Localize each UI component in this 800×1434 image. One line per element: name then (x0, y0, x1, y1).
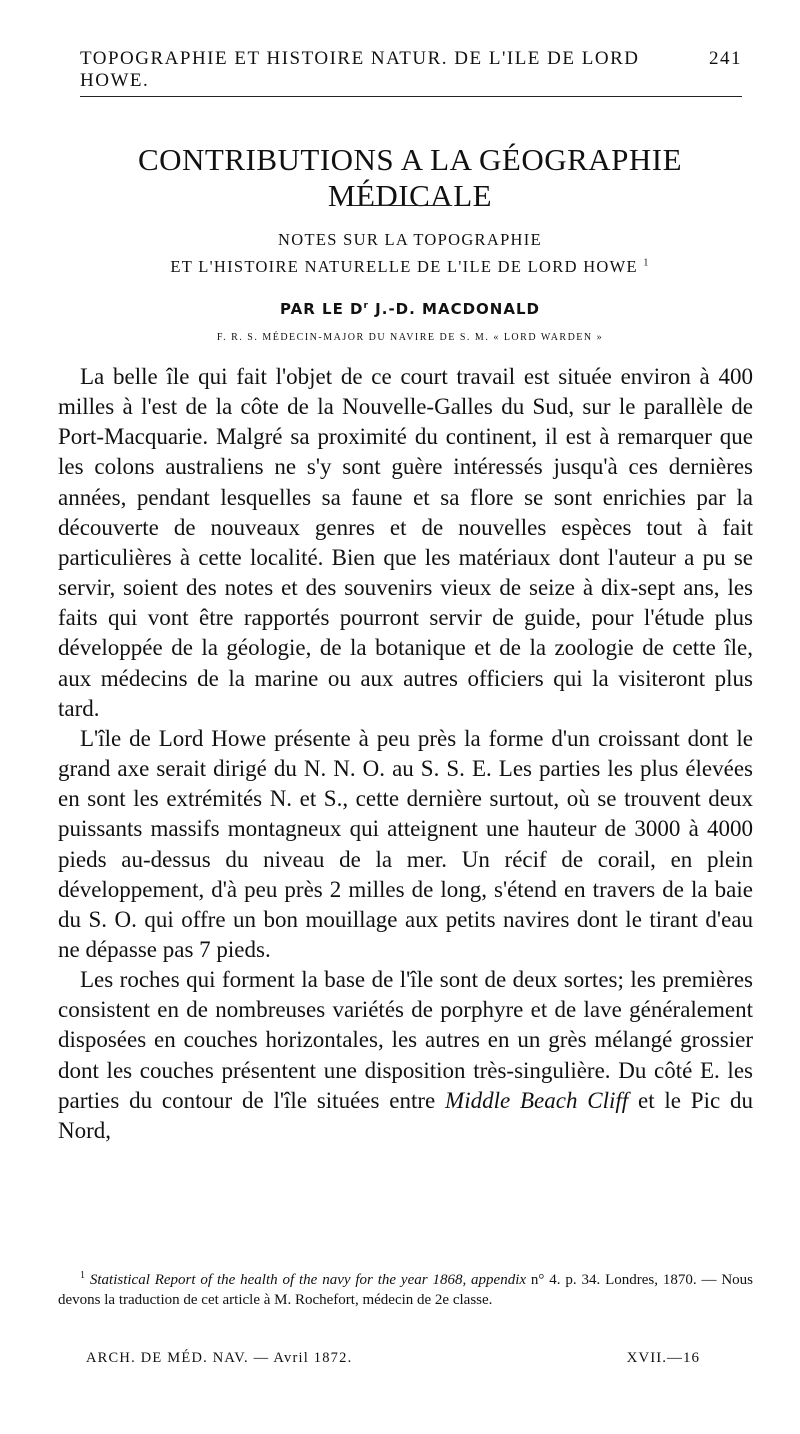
footnote-number: 1 (80, 1270, 85, 1281)
paragraph-3 (58, 965, 753, 1146)
page-footer (86, 1350, 700, 1367)
subtitle-line-1: NOTES SUR LA TOPOGRAPHIE (278, 230, 542, 249)
paragraph-2: L'île de Lord Howe présente à peu près la forme d'un croissant dont le grand axe serait dirigé du N. N. O. au S. S. E. Les parties les plus élevées en sont les extrémités N. et S., cette dernière surtout, où se trouvent deux puissants massifs montagneux qui atteignent une hauteur de 3000 à 4000 pieds au-dessus du niveau de la mer. Un récif de corail, en plein développement, d'à peu près 2 milles de long, s'étend en travers de la baie du S. O. qui offre un bon mouillage aux petits navires dont le tirant d'eau ne dépasse pas 7 pieds. (58, 725, 753, 962)
paragraph-3-start: Les roches qui forment la base de l'île sont de deux sortes; les premières consistent en de nombreuses variétés de porphyre et de lave généralement disposées en couches horizontales, les autres en un grès mélangé grossier dont les couches présentent une disposition très-singulière. Du côté E. les parties du contour de l'île situées entre (58, 967, 753, 1113)
page-number: 241 (709, 48, 742, 69)
paragraph-3-end: et le Pic du Nord, (58, 1087, 753, 1143)
journal-reference: ARCH. DE MÉD. NAV. — Avril 1872. (86, 1350, 353, 1366)
place-name-italic: Middle Beach Cliff (445, 1087, 629, 1113)
subtitle-line-2 (60, 257, 760, 277)
author-prefix: PAR LE D (280, 300, 364, 318)
footnote-text: n° 4. p. 34. Londres, 1870. — Nous devons la traduction de cet article à M. Rochefort, médecin de 2e classe. (58, 1272, 754, 1308)
article-body (58, 362, 753, 1146)
header-rule (80, 96, 742, 97)
footnote (58, 1266, 753, 1310)
author-name: J.-D. MACDONALD (368, 300, 540, 318)
footnote-citation-title: Statistical Report of the health of the navy for the year 1868, appendix (89, 1272, 527, 1288)
running-head-title: TOPOGRAPHIE ET HISTOIRE NATUR. DE L'ILE DE LORD HOWE. (80, 48, 640, 91)
title-divider (352, 205, 452, 206)
article-title: CONTRIBUTIONS A LA GÉOGRAPHIE MÉDICALE (137, 142, 683, 213)
author-line (60, 300, 760, 318)
paragraph-1: La belle île qui fait l'objet de ce court travail est située environ à 400 milles à l'est de la côte de la Nouvelle-Galles du Sud, sur le parallèle de Port-Macquarie. Malgré sa proximité du continent, il est à remarquer que les colons australiens ne s'y sont guère intéressés jusqu'à ces dernières années, pendant lesquelles sa faune et sa flore se sont enrichies par la découverte de nouveaux genres et de nouvelles espèces tout à fait particulières à cette localité. Bien que les matériaux dont l'auteur a pu se servir, soient des notes et des souvenirs vieux de seize à dix-sept ans, les faits qui vont être rapportés pourront servir de guide, pour l'étude plus développée de la géologie, de la botanique et de la zoologie de cette île, aux médecins de la marine ou aux autres officiers qui la visiteront plus tard. (58, 364, 753, 721)
footnote-marker: 1 (643, 257, 650, 269)
subtitle-line-2-text: ET L'HISTOIRE NATURELLE DE L'ILE DE LORD HOWE (170, 257, 638, 276)
author-title-sup: r (363, 301, 369, 311)
author-affiliation: F. R. S. MÉDECIN-MAJOR DU NAVIRE DE S. M. « LORD WARDEN » (216, 332, 604, 343)
running-head (80, 48, 742, 92)
signature-mark: XVII.—16 (626, 1350, 700, 1366)
